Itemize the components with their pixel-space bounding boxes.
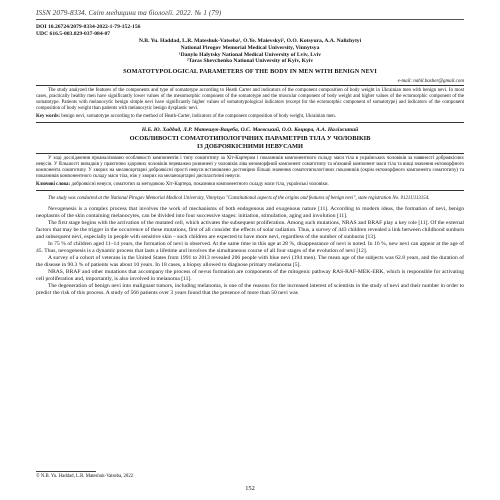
ua-abstract-top-rule [36, 153, 464, 154]
article-body [36, 206, 464, 297]
ua-keywords [36, 182, 464, 188]
article-title: SOMATOTYPOLOGICAL PARAMETERS OF THE BODY IN MEN WITH BENIGN NEVI [123, 68, 377, 76]
affiliation-1: ¹Danylo Halytsky National Medical University of Lviv, Lviv [178, 51, 322, 58]
affiliations [36, 45, 464, 65]
ua-keywords-label: Ключові слова: [36, 182, 71, 188]
ua-authors-line: Н.Б. Ю. Хаддад, Л.Р. Матешук-Вацеба, О.Є. Маєвський, О.О. Коцюра, А.А. Наліжитий [141, 127, 359, 134]
ua-abstract-text: У ході дослідження проаналізовано особливості компонентів і типу соматотипу за Хіт-Картером і показників компонентного складу маси тіла в українських чоловіків за наявності доброякісних невусів. У більшості випадків у практично здорових чоловіків переважно розвинені у чоловіків ліва мезоморфний компонент соматотипу та м'язовий компонент маси тіла та вищі значення ектоморфного компонента соматотипу. У хворих на меланоцитарні доброякісні прості невуси встановлено достовірно більші значення соматотипологічних показників (окрім ектоморфного компонента соматотипу) та показників компонентного складу маси тіла, ніж у хворих на меланоцитарні диспластичні невуси. [36, 156, 464, 180]
abstract-text: The study analyzed the features of the components and type of somatotype according to Heath Carter and indicators of the component composition of body weight in Ukrainian men with benign nevi. In most cases, practically healthy men have significantly lower values of the mesomorphic component of the somatotype and the muscular component of body weight and higher values of the ectomorphic component of the somatotype. Patients with melanocytic benign simple nevi have significantly higher values of somatotypological indicators (except for the ectomorphic component of somatotype) and indicators of the component composition of body weight than patients with melanocytic benign dysplastic nevi. [36, 88, 464, 112]
journal-header: ISSN 2079-8334. Світ медицини та біології. 2022. № 1 (79) [36, 9, 222, 17]
udc-line: UDC 616.5-003.829-037-084-07 [36, 31, 111, 37]
body-paragraph: A survey of a cohort of veterans in the United States from 1991 to 2013 revealed 206 people with blue nevi (194 men). The mean age of the subjects was 62.8 years, and the duration of the disease in 90.3 % of patients was about 10 years. In 18 cases, a biopsy allowed to diagnose primary melanoma [5]. [36, 255, 464, 269]
keywords-label: Key words: [36, 114, 61, 120]
body-paragraph: Nevogenesis is a complex process that involves the work of mechanisms of both endogenous and exogenous nature [11]. According to modern ideas, the formation of nevi, benign neoplasms of the skin containing melanocytes, can be divided into four successive stages: initiation, stimulation, aging and involution [11]. [36, 206, 464, 220]
doi-line: DOI 10.26724/2079-8334-2022-1-79-152-156 [36, 24, 141, 30]
body-paragraph: The degeneration of benign nevi into malignant tumors, including melanoma, is one of the reasons for the increased interest of scientists in the study of nevi and their number in order to predict the risk of this process. A study of 566 patients over 3 years found that the presence of more than 50 nevi was [36, 283, 464, 297]
affiliation-0: National Pirogov Memorial Medical University, Vinnytsya [180, 44, 320, 51]
footer-rule [36, 471, 96, 472]
article-identifiers [36, 24, 464, 38]
abstract-bottom-rule [36, 122, 464, 123]
ua-abstract-bottom-rule [36, 190, 464, 191]
ua-article-title [36, 135, 464, 150]
body-paragraph: NRAS, BRAF and other mutations that accompany the process of nevus formation are components of the mitogenic pathway RAS-RAF-MEK-ERK, which is responsible for activating cell proliferation and, importantly, is also involved in melanoma [11]. [36, 269, 464, 283]
ua-title-line-2: ІЗ ДОБРОЯКІСНИМИ НЕВУСАМИ [196, 142, 304, 150]
ua-abstract [36, 156, 464, 180]
english-abstract [36, 88, 464, 112]
copyright-line: © N.B. Yu. Haddad, L.R. Mateshuk-Vatseba, 2022 [36, 474, 134, 479]
abstract-top-rule [36, 85, 464, 86]
study-funding-note: The study was conducted at the National Pirogov Memorial Medical University, Vinnytsya "Constitutional aspects of the origins and features of benign nevi", state registration No. 0121U113154. [48, 196, 430, 202]
header-divider [36, 19, 464, 20]
author-email: e-mail: nabil.basher@gmail.com [397, 79, 464, 85]
body-paragraph: In 75 % of children aged 11–14 years, the formation of nevi is observed. At the same time in this age at 28 %, disappearance of nevi is noted. In 16 %, new nevi can appear at the age of 45. Thus, nevogenesis is a dynamic process that lasts a lifetime and involves the simultaneous course of all four stages of the evolution of nevi [12]. [36, 241, 464, 255]
affiliation-2: ²Taras Shevchenko National University of Kyiv, Kyiv [186, 58, 314, 65]
page-number: 152 [245, 485, 255, 492]
authors-line: N.B. Yu. Haddad, L.R. Mateshuk-Vatseba¹, O.Ye. Maievskyi², O.O. Kotsyura, A.A. Nalizhytyi [138, 38, 362, 44]
body-paragraph: The first stage begins with the activation of the mutated cell, which activates the subsequent proliferation. Among such mutations, NRAS and BRAF play a key role [11]. Of the external factors that may be the trigger in the occurrence of these mutations, first of all consider the effects of solar radiation. Thus, a survey of 443 children revealed a link between childhood sunburn and subsequent nevi, especially in people with sensitive skin – such children are expected to have more nevi, regardless of the number of sunburns [13]. [36, 220, 464, 241]
keywords-text: benign nevi, somatotype according to the method of Heath-Carter, indicators of the component composition of body weight, Ukrainian men. [61, 114, 336, 120]
ua-keywords-text: доброякісні невуси, соматотип за методикою Хіт-Картера, показники компонентного складу маси тіла, українські чоловіки. [71, 182, 329, 188]
english-keywords [36, 114, 464, 120]
ua-title-line-1: ОСОБЛИВОСТІ СОМАТОТИПОЛОГІЧНИХ ПАРАМЕТРІВ ТІЛА У ЧОЛОВІКІВ [129, 135, 371, 143]
